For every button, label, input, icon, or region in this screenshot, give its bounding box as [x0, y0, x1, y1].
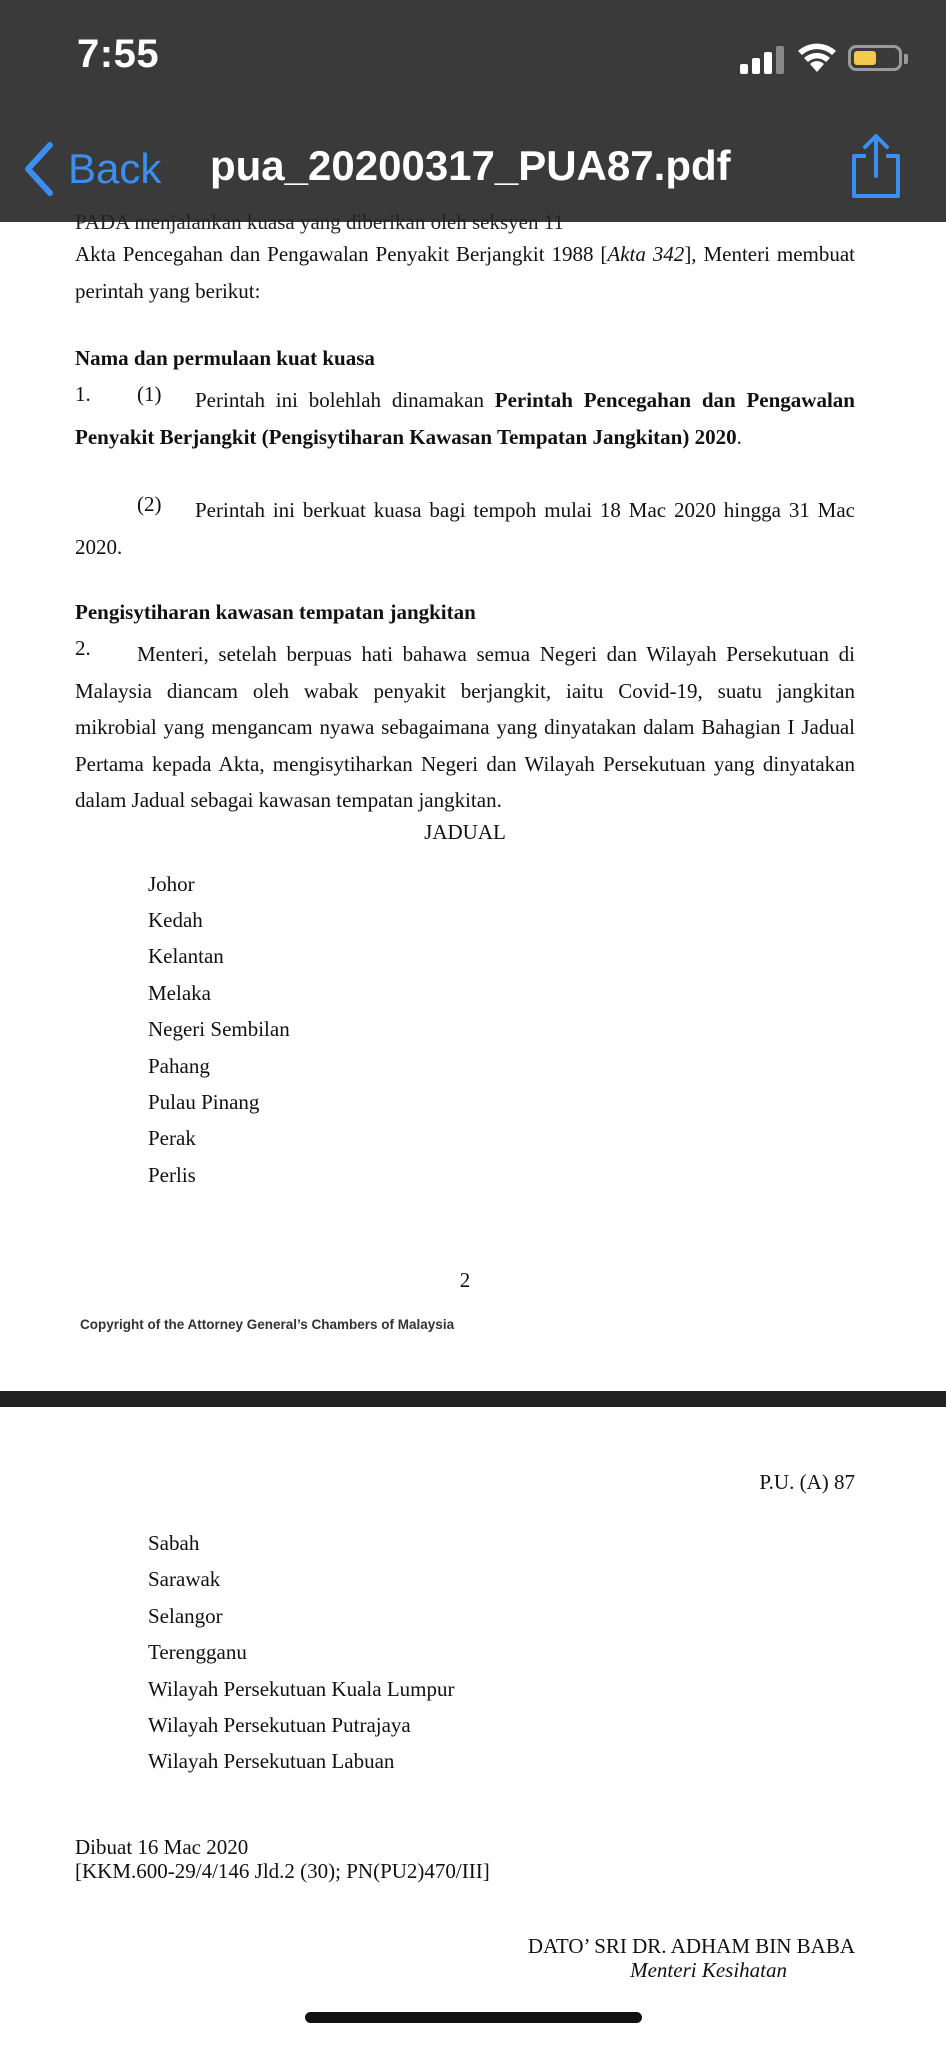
reference-number: [KKM.600-29/4/146 Jld.2 (30); PN(PU2)470/III] [75, 1859, 490, 1883]
status-bar [0, 0, 946, 118]
signatory-title: Menteri Kesihatan [630, 1958, 787, 1982]
list-item: Sarawak [148, 1567, 221, 1591]
list-item: Sabah [148, 1531, 200, 1555]
list-item: Melaka [148, 981, 211, 1005]
list-item: Pulau Pinang [148, 1090, 260, 1114]
back-label: Back [68, 145, 162, 192]
made-date: Dibuat 16 Mac 2020 [75, 1835, 249, 1859]
signatory-name: DATO’ SRI DR. ADHAM BIN BABA [527, 1934, 855, 1958]
list-item: Kedah [148, 908, 203, 932]
list-item: Johor [148, 872, 195, 896]
schedule-title: JADUAL [424, 820, 506, 844]
share-icon[interactable] [848, 132, 904, 202]
subsection-1-1: (1) [137, 382, 162, 406]
chevron-left-icon [22, 141, 56, 197]
section-1-2-text: Perintah ini berkuat kuasa bagi tempoh mulai 18 Mac 2020 hingga 31 Mac 2020. [75, 498, 855, 559]
cutoff-text-line: PADA menjalankan kuasa yang diberikan oleh seksyen 11 [75, 210, 564, 234]
back-button[interactable] [22, 138, 161, 200]
list-item: Pahang [148, 1054, 210, 1078]
section-2-text: Menteri, setelah berpuas hati bahawa semua Negeri dan Wilayah Persekutuan di Malaysia diancam oleh wabak penyakit berjangkit, iaitu Covid-19, suatu jangkitan mikrobial yang mengancam nyawa sebagaimana yang dinyatakan dalam Bahagian I Jadual Pertama kepada Akta, mengisytiharkan Negeri dan Wilayah Persekutuan yang dinyatakan dalam Jadual sebagai kawasan tempatan jangkitan. [75, 642, 855, 812]
list-item: Negeri Sembilan [148, 1017, 290, 1041]
intro-paragraph: Akta Pencegahan dan Pengawalan Penyakit Berjangkit 1988 [Akta 342], Menteri membuat perintah yang berikut: [75, 242, 856, 303]
battery-icon [848, 45, 902, 71]
page-number: 2 [459, 1268, 471, 1292]
section-number-1: 1. [75, 382, 91, 406]
list-item: Wilayah Persekutuan Labuan [148, 1749, 395, 1773]
list-item: Wilayah Persekutuan Putrajaya [148, 1713, 411, 1737]
list-item: Kelantan [148, 944, 224, 968]
list-item: Wilayah Persekutuan Kuala Lumpur [148, 1677, 455, 1701]
pdf-page-2 [0, 210, 946, 1391]
status-time: 7:55 [77, 32, 160, 76]
home-indicator[interactable] [305, 2012, 642, 2023]
document-title: pua_20200317_PUA87.pdf [210, 142, 731, 189]
list-item: Terengganu [148, 1640, 247, 1664]
pdf-page-3 [0, 1407, 946, 2048]
section-number-2: 2. [75, 636, 91, 660]
wifi-icon [796, 40, 838, 74]
section-heading-1: Nama dan permulaan kuat kuasa [75, 346, 375, 370]
subsection-1-2: (2) [137, 492, 162, 516]
cellular-signal-icon [740, 44, 786, 74]
list-item: Selangor [148, 1604, 223, 1628]
copyright-notice: Copyright of the Attorney General’s Chambers of Malaysia [80, 1317, 455, 1332]
list-item: Perak [148, 1126, 196, 1150]
page-separator [0, 1391, 946, 1407]
page-header-reference: P.U. (A) 87 [759, 1470, 855, 1494]
section-1-text: Perintah ini bolehlah dinamakan Perintah Pencegahan dan Pengawalan Penyakit Berjangkit (Pengisytiharan Kawasan Tempatan Jangkitan) 2020. [75, 388, 855, 449]
navigation-bar [0, 118, 946, 222]
section-heading-2: Pengisytiharan kawasan tempatan jangkitan [75, 600, 476, 624]
list-item: Perlis [148, 1163, 196, 1187]
